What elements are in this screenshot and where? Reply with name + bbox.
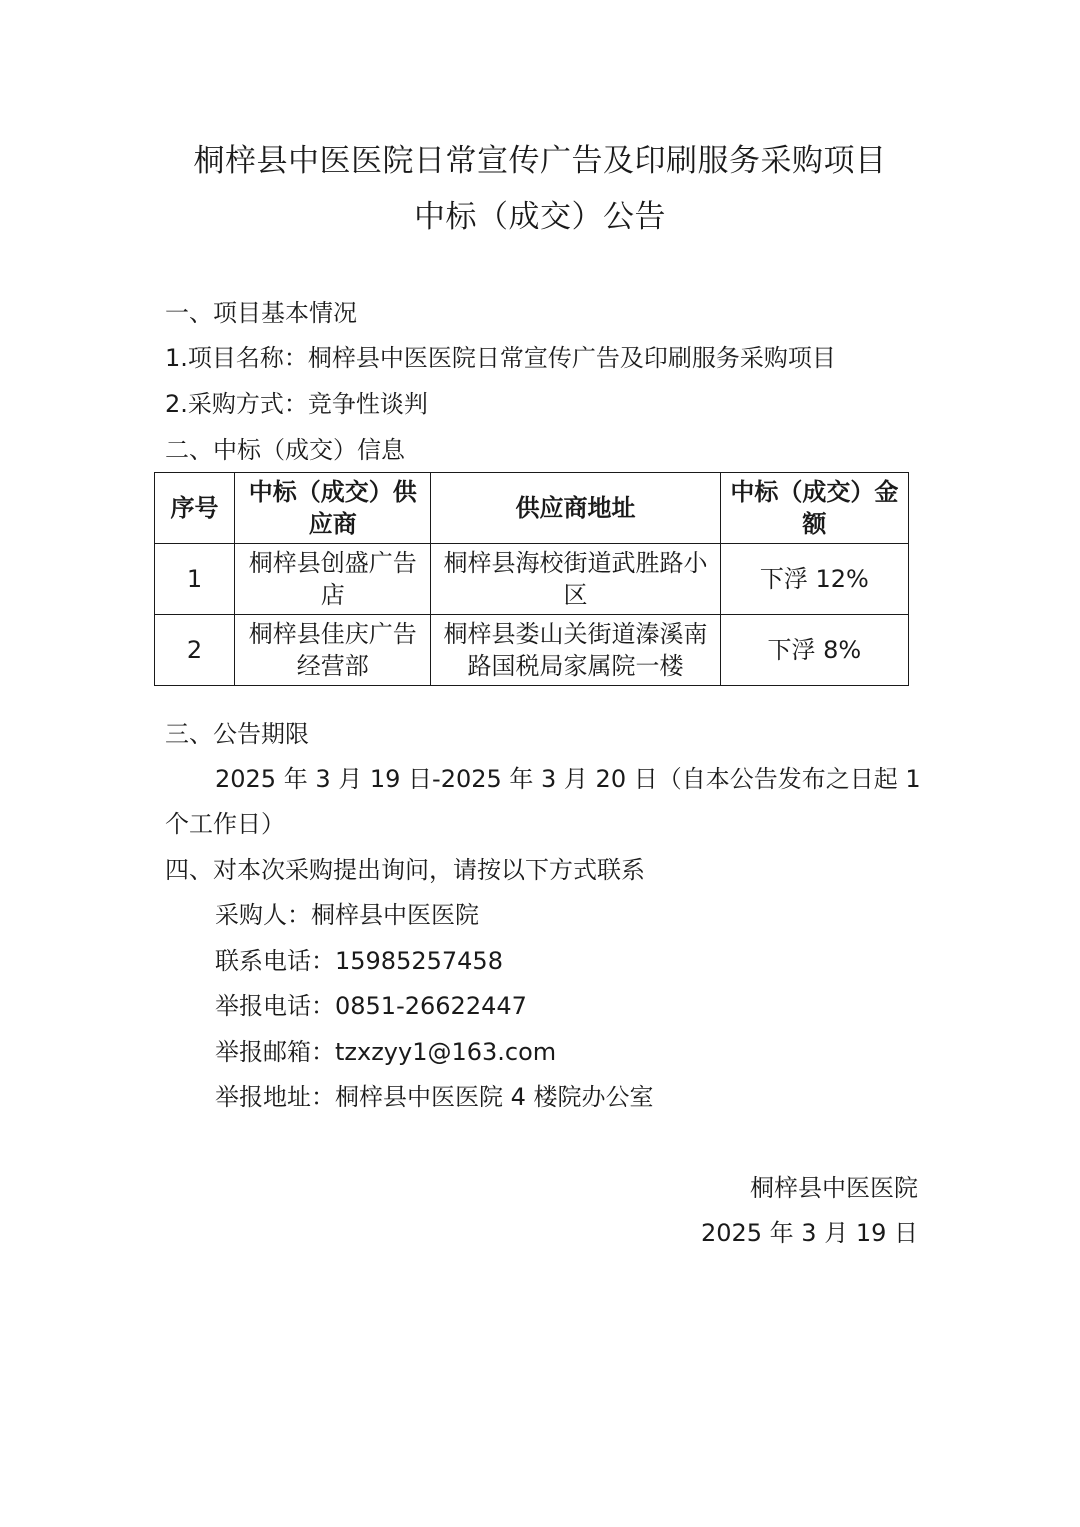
row-amount: 下浮 8% [720,615,908,686]
notice-period-line1: 2025 年 3 月 19 日-2025 年 3 月 20 日（自本公告发布之日起 1 [215,765,921,793]
row-address: 桐梓县海校街道武胜路小区 [431,544,720,615]
report-address: 举报地址：桐梓县中医医院 4 楼院办公室 [215,1083,654,1111]
document-title-line1: 桐梓县中医医院日常宣传广告及印刷服务采购项目 [193,143,887,179]
report-email: 举报邮箱：tzxzyy1@163.com [215,1038,557,1066]
procurement-method: 2.采购方式：竞争性谈判 [165,390,428,418]
header-supplier: 中标（成交）供应商 [235,473,431,544]
section3-heading: 三、公告期限 [165,720,309,748]
document-title-line2: 中标（成交）公告 [414,199,666,235]
signature-date: 2025 年 3 月 19 日 [700,1219,918,1247]
row-index: 2 [155,615,235,686]
award-table [154,472,909,686]
purchaser: 采购人：桐梓县中医医院 [215,901,479,929]
table-row [155,544,909,615]
section1-heading: 一、项目基本情况 [165,299,357,327]
row-index: 1 [155,544,235,615]
report-phone: 举报电话：0851-26622447 [215,992,527,1020]
table-header-row [155,473,909,544]
notice-period-line2: 个工作日） [165,810,285,838]
signature-org: 桐梓县中医医院 [750,1174,918,1202]
section2-heading: 二、中标（成交）信息 [165,436,405,464]
header-index: 序号 [155,473,235,544]
section4-heading: 四、对本次采购提出询问，请按以下方式联系 [165,856,645,884]
contact-phone: 联系电话：15985257458 [215,947,503,975]
row-amount: 下浮 12% [720,544,908,615]
row-supplier: 桐梓县佳庆广告经营部 [235,615,431,686]
row-address: 桐梓县娄山关街道溱溪南路国税局家属院一楼 [431,615,720,686]
row-supplier: 桐梓县创盛广告店 [235,544,431,615]
header-amount: 中标（成交）金额 [720,473,908,544]
header-address: 供应商地址 [431,473,720,544]
table-row [155,615,909,686]
project-name: 1.项目名称：桐梓县中医医院日常宣传广告及印刷服务采购项目 [165,344,836,372]
